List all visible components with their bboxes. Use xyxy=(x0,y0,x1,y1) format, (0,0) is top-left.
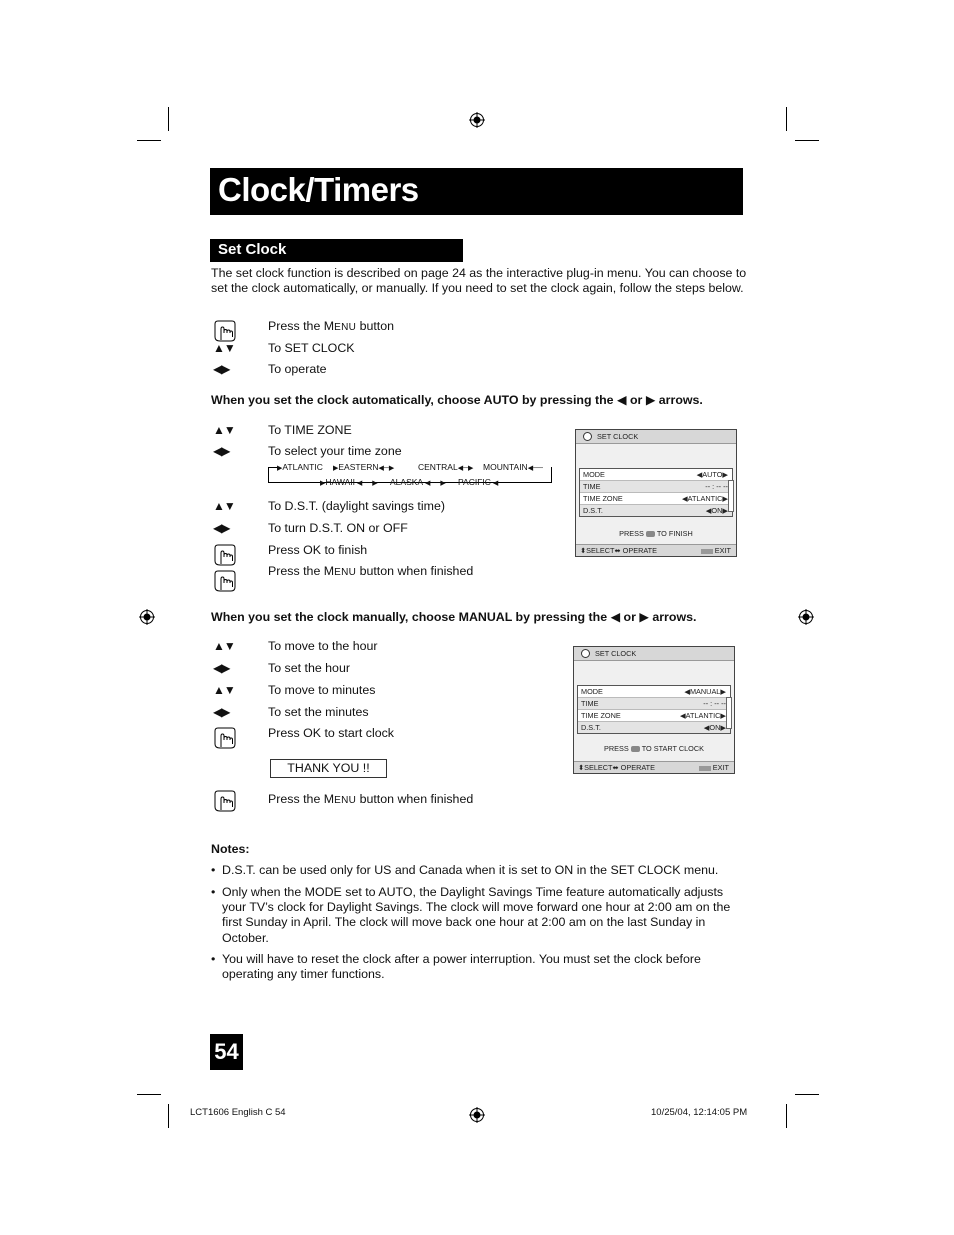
step-press-menu: Press the MENU button when finished xyxy=(268,792,474,806)
step-text: To TIME ZONE xyxy=(268,423,352,437)
osd-row-time: TIME -- : -- -- xyxy=(578,698,730,710)
up-down-arrows-icon: ▲▼ xyxy=(213,639,235,653)
osd-row-dst: D.S.T. ◀ON▶ xyxy=(578,722,730,733)
notes-heading: Notes: xyxy=(211,842,250,856)
step-text: Press OK to finish xyxy=(268,543,368,557)
step-text: To select your time zone xyxy=(268,444,402,458)
registration-mark-icon xyxy=(469,1107,485,1123)
registration-mark-icon xyxy=(139,609,155,625)
hand-press-icon xyxy=(213,790,237,812)
registration-mark-icon xyxy=(469,112,485,128)
crop-mark xyxy=(137,1094,161,1095)
osd-title: SET CLOCK xyxy=(597,432,639,441)
step-text: To operate xyxy=(268,362,327,376)
note-item: D.S.T. can be used only for US and Canada when it is set to ON in the SET CLOCK menu. xyxy=(222,863,719,877)
hand-press-icon xyxy=(213,727,237,749)
crop-mark xyxy=(786,107,787,131)
step-text: To SET CLOCK xyxy=(268,341,355,355)
section-heading-bar xyxy=(210,239,463,262)
left-right-arrows-icon: ◀▶ xyxy=(213,521,230,535)
timezone-pacific: PACIFIC ◀ xyxy=(458,477,499,487)
osd-row-mode: MODE ◀AUTO▶ xyxy=(580,469,732,481)
ok-button-icon xyxy=(646,531,655,537)
osd-row-timezone: TIME ZONE ◀ATLANTIC▶ xyxy=(580,493,732,505)
ok-button-icon xyxy=(631,746,640,752)
clock-icon xyxy=(581,649,590,658)
page-title: Clock/Timers xyxy=(218,171,419,208)
up-down-arrows-icon: ▲▼ xyxy=(213,683,235,697)
osd-press-hint: PRESS TO FINISH xyxy=(619,529,693,538)
menu-button-icon xyxy=(699,766,711,771)
timezone-alaska: ALASKA ◀──▶ xyxy=(390,477,446,487)
step-text: To D.S.T. (daylight savings time) xyxy=(268,499,445,513)
hand-press-icon xyxy=(213,320,237,342)
page-number: 54 xyxy=(210,1034,243,1070)
osd-scrollbar xyxy=(728,480,734,512)
step-text: To set the minutes xyxy=(268,705,369,719)
osd-row-time: TIME -- : -- -- xyxy=(580,481,732,493)
crop-mark xyxy=(168,1104,169,1128)
step-text: To turn D.S.T. ON or OFF xyxy=(268,521,408,535)
up-down-arrows-icon: ▲▼ xyxy=(213,499,235,513)
step-text: To move to minutes xyxy=(268,683,376,697)
osd-row-mode: MODE ◀MANUAL▶ xyxy=(578,686,730,698)
crop-mark xyxy=(168,107,169,131)
osd-row-timezone: TIME ZONE ◀ATLANTIC▶ xyxy=(578,710,730,722)
timezone-cycle-diagram xyxy=(268,461,553,489)
step-press-menu: Press the MENU button when finished xyxy=(268,564,474,578)
manual-heading: When you set the clock manually, choose MANUAL by pressing the ◀ or ▶ arrows. xyxy=(211,610,697,624)
timezone-mountain: MOUNTAIN◀── xyxy=(483,462,544,472)
note-item: Only when the MODE set to AUTO, the Daylight Savings Time feature automatically adjusts your TV’s clock for Daylight Savings. The clock will move forward one hour at 2:00 am on the first Sunday in April. The clock will move back one hour at 2:00 am on the last Sunday in October. xyxy=(222,885,731,945)
osd-footer: ⬍SELECT⬌ OPERATE EXIT xyxy=(574,761,734,773)
up-down-arrows-icon: ▲▼ xyxy=(213,341,235,355)
timezone-eastern: ▶EASTERN◀─▶ xyxy=(333,462,395,472)
note-item: You will have to reset the clock after a power interruption. You must set the clock before operating any timer functions. xyxy=(222,952,701,982)
timezone-atlantic: ▶ATLANTIC xyxy=(277,462,323,472)
hand-press-icon xyxy=(213,544,237,566)
step-text: To move to the hour xyxy=(268,639,378,653)
osd-title: SET CLOCK xyxy=(595,649,637,658)
step-text: To set the hour xyxy=(268,661,350,675)
thank-you-message: THANK YOU !! xyxy=(270,759,387,778)
menu-button-icon xyxy=(701,549,713,554)
intro-paragraph: The set clock function is described on page 24 as the interactive plug-in menu. You can choose to set the clock automatically, or manually. If you need to set the clock again, follow the steps below. xyxy=(211,266,747,296)
auto-heading: When you set the clock automatically, choose AUTO by pressing the ◀ or ▶ arrows. xyxy=(211,393,703,407)
footer-file-info: LCT1606 English C 54 xyxy=(190,1107,286,1118)
step-text: Press OK to start clock xyxy=(268,726,395,740)
bullet: • xyxy=(211,863,216,877)
left-right-arrows-icon: ◀▶ xyxy=(213,705,230,719)
crop-mark xyxy=(137,140,161,141)
osd-press-hint: PRESS TO START CLOCK xyxy=(604,744,704,753)
step-press-menu: Press the MENU button xyxy=(268,319,395,333)
set-clock-screen-auto xyxy=(575,429,737,557)
footer-timestamp: 10/25/04, 12:14:05 PM xyxy=(651,1107,748,1118)
crop-mark xyxy=(795,140,819,141)
up-down-arrows-icon: ▲▼ xyxy=(213,423,235,437)
osd-row-dst: D.S.T. ◀ON▶ xyxy=(580,505,732,516)
registration-mark-icon xyxy=(798,609,814,625)
crop-mark xyxy=(786,1104,787,1128)
hand-press-icon xyxy=(213,570,237,592)
crop-mark xyxy=(795,1094,819,1095)
set-clock-screen-manual xyxy=(573,646,735,774)
left-right-arrows-icon: ◀▶ xyxy=(213,661,230,675)
osd-scrollbar xyxy=(726,697,732,729)
section-heading: Set Clock xyxy=(218,241,287,258)
bullet: • xyxy=(211,952,216,966)
osd-footer: ⬍SELECT⬌ OPERATE EXIT xyxy=(576,544,736,556)
left-right-arrows-icon: ◀▶ xyxy=(213,362,230,376)
timezone-central: CENTRAL◀─▶ xyxy=(418,462,474,472)
page-title-bar xyxy=(210,168,743,215)
left-right-arrows-icon: ◀▶ xyxy=(213,444,230,458)
timezone-hawaii: ▶HAWAII ◀──▶ xyxy=(320,477,378,487)
bullet: • xyxy=(211,885,216,899)
clock-icon xyxy=(583,432,592,441)
